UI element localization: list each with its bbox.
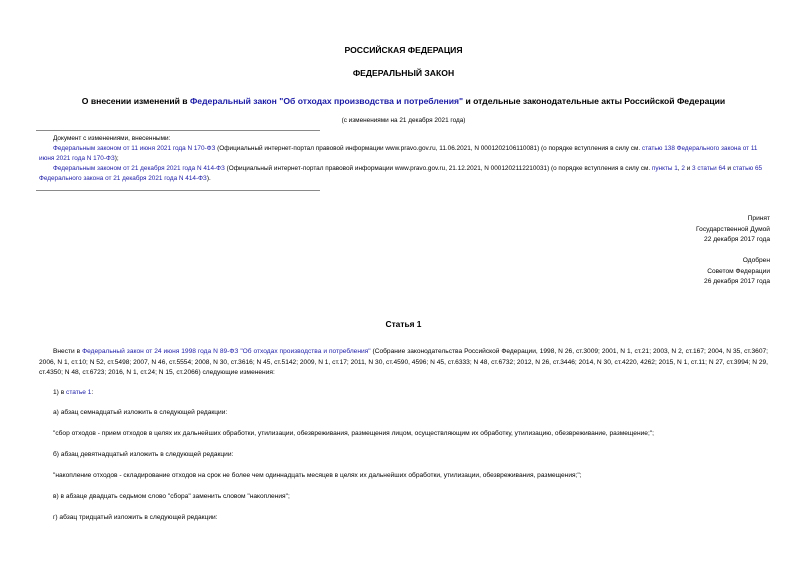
accepted-label: Принят — [747, 215, 770, 222]
article-138-link[interactable]: статью 138 Федерального закона от 11 июня 2021 года N 170-ФЗ — [39, 145, 758, 162]
point-2-link[interactable]: 2 — [681, 165, 685, 172]
duma-date: 22 декабря 2017 года — [704, 236, 770, 243]
paragraph-a: а) абзац семнадцатый изложить в следующей редакции: — [53, 409, 228, 416]
duma-label: Государственной Думой — [696, 225, 770, 233]
intro-prefix: Внести в — [53, 348, 83, 355]
article-1-link[interactable]: статье 1 — [66, 389, 92, 396]
paragraph-g: г) абзац тридцатый изложить в следующей редакции: — [53, 514, 218, 521]
council-date: 26 декабря 2017 года — [704, 278, 770, 285]
change-item-2-text: (Официальный интернет-портал правовой информации www.pravo.gov.ru, 21.12.2021, N 0001202112210031) (о порядке вступления в силу см. — [224, 165, 652, 172]
change-item-1-end: ); — [114, 155, 119, 162]
paragraph-v: в) в абзаце двадцать седьмом слово "сбора" заменить словом "накопления"; — [53, 493, 290, 500]
title-prefix: О внесении изменений в — [81, 96, 190, 106]
title-suffix: и отдельные законодательные акты Российской Федерации — [463, 96, 726, 106]
approved-label: Одобрен — [742, 257, 770, 264]
change-item-1-text: (Официальный интернет-портал правовой информации www.pravo.gov.ru, 11.06.2021, N 0001202106110081) (о порядке вступления в силу см. — [215, 145, 642, 152]
paragraph-b: б) абзац девятнадцатый изложить в следующей редакции: — [53, 451, 234, 458]
point-3-article-64-link[interactable]: 3 статьи 64 — [692, 165, 726, 172]
council-label: Советом Федерации — [707, 267, 770, 275]
separator: , — [677, 165, 682, 172]
paragraph-1 — [53, 389, 93, 396]
separator: и — [725, 165, 733, 172]
change-item-1 — [39, 144, 773, 164]
paragraph-a-text: "сбор отходов - прием отходов в целях их дальнейших обработки, утилизации, обезвреживания, размещения лицом, осуществляющим их обработку, утилизацию, обезвреживание, размещение;"; — [53, 430, 654, 437]
changes-block — [39, 134, 773, 184]
point-1-link[interactable]: пункты 1 — [651, 165, 678, 172]
duma-adoption — [696, 214, 770, 246]
federation-heading: РОССИЙСКАЯ ФЕДЕРАЦИЯ — [344, 45, 463, 55]
document-title — [0, 96, 807, 106]
amendment-law-414-link[interactable]: Федеральным законом от 21 декабря 2021 года N 414-ФЗ — [53, 165, 225, 172]
intro-text: (Собрание законодательства Российской Федерации, 1998, N 26, ст.3009; 2001, N 1, ст.21; 2003, N 2, ст.167; 2004, N 35, ст.3607; 2006, N 1, ст.10; N 52, ст.5498; 2007, N 46, ст.5554; 2008, N 30, ст.3616; N 45, ст.5142; 2009, N 1, ст.17; 2011, N 30, ст.4590, 4596; N 45, ст.6333; N 48, ст.6732; 2012, N 26, ст.3446; 2014, N 30, ст.4220, 4262; 2015, N 1, ст.11; N 27, ст.3994; N 29, ст.4350; N 48, ст.6723; 2016, N 1, ст.24; N 15, ст.2066) следующие изменения: — [39, 348, 768, 376]
bottom-divider — [36, 190, 320, 191]
change-item-2-end: ). — [206, 175, 211, 182]
p1-prefix: 1) в — [53, 389, 67, 396]
changes-intro: Документ с изменениями, внесенными: — [53, 135, 171, 142]
law-type-heading: ФЕДЕРАЛЬНЫЙ ЗАКОН — [352, 68, 455, 78]
top-divider — [36, 130, 320, 131]
article-heading: Статья 1 — [385, 319, 422, 329]
p1-suffix: : — [91, 389, 94, 396]
title-law-link[interactable]: Федеральный закон "Об отходах производства и потребления" — [189, 96, 464, 106]
article-intro — [39, 347, 768, 379]
edition-note: (с изменениями на 21 декабря 2021 года) — [341, 117, 466, 124]
council-approval — [704, 256, 770, 288]
paragraph-b-text: "накопление отходов - складирование отходов на срок не более чем одиннадцать месяцев в целях их дальнейших обработки, утилизации, обезвреживания, размещения;"; — [53, 472, 582, 479]
law-89-fz-link[interactable]: Федеральный закон от 24 июня 1998 года N 89-ФЗ "Об отходах производства и потребления" — [82, 348, 371, 355]
change-item-2 — [39, 164, 773, 184]
separator: и — [684, 165, 693, 172]
article-65-link[interactable]: статью 65 Федерального закона от 21 декабря 2021 года N 414-ФЗ — [39, 165, 763, 182]
amendment-law-170-link[interactable]: Федеральным законом от 11 июня 2021 года N 170-ФЗ — [53, 145, 216, 152]
